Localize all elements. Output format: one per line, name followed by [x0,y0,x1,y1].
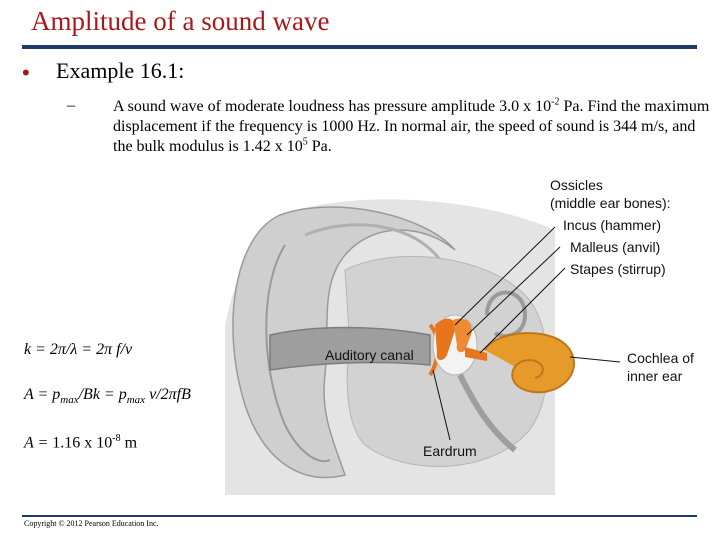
equation-wavenumber: k = 2π/λ = 2π f/v [24,341,133,358]
equation-amplitude-result [24,433,137,452]
eq2-sub-1: max [60,394,79,407]
label-ossicles-1: Ossicles [550,177,603,193]
sub-bullet-glyph: – [67,97,75,114]
eq2-part-b: /Bk = p [78,386,127,403]
label-stapes: Stapes (stirrup) [570,261,666,277]
problem-exponent-2: 5 [302,136,308,148]
label-cochlea-2: inner ear [627,368,683,384]
equation-amplitude-formula [24,386,191,406]
bullet-glyph: • [22,60,30,85]
label-auditory-canal: Auditory canal [325,347,414,363]
problem-statement [113,97,713,157]
cochlea-leader [570,357,620,362]
eq2-sub-2: max [126,394,146,407]
title-divider [22,45,697,49]
eq3-exponent: -8 [112,433,121,444]
copyright-notice: Copyright © 2012 Pearson Education Inc. [24,519,159,528]
footer-divider [22,515,697,517]
label-incus: Incus (hammer) [563,217,662,233]
problem-exponent-1: -2 [551,96,560,108]
problem-part-1: A sound wave of moderate loudness has pressure amplitude 3.0 x 10 [113,98,552,115]
eq2-part-a: A = p [24,386,61,403]
label-ossicles-2: (middle ear bones): [550,195,671,211]
eq3-part-c: m [120,434,138,452]
label-eardrum: Eardrum [423,443,477,459]
example-heading: Example 16.1: [56,58,185,83]
eq2-part-c: v/2πfB [145,386,191,403]
ear-anatomy-figure [225,175,700,495]
eq3-part-a: A = [24,434,53,452]
label-cochlea-1: Cochlea of [627,350,694,366]
label-malleus: Malleus (anvil) [570,239,661,255]
problem-part-2: Pa. Find the maximum displacement if the frequency is 1000 Hz. In normal air, the speed of sound is 344 m/s, and the bulk modulus is 1.42 x 10 [113,98,710,155]
problem-part-3: Pa. [307,138,332,155]
eq3-part-b: 1.16 x 10 [52,434,113,452]
slide-title: Amplitude of a sound wave [31,6,330,36]
